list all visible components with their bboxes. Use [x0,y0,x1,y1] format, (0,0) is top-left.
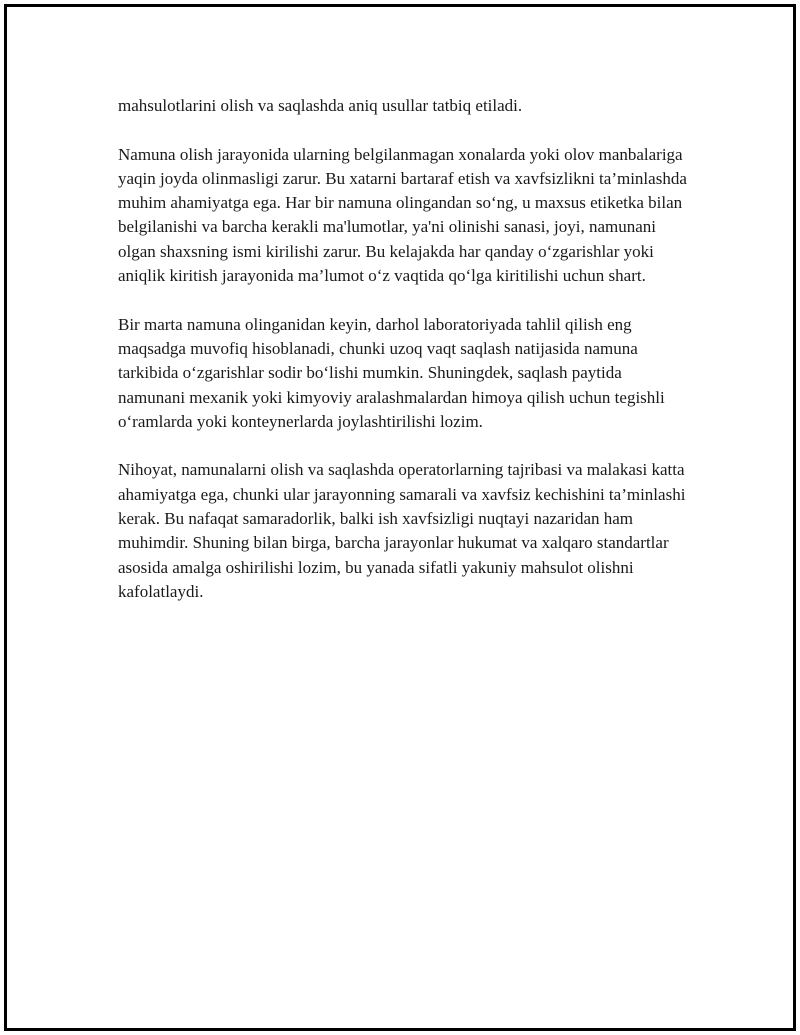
paragraph-3: Bir marta namuna olinganidan keyin, darhol laboratoriyada tahlil qilish eng maqsadga muvofiq hisoblanadi, chunki uzoq vaqt saqlash natijasida namuna tarkibida o‘zgarishlar sodir bo‘lishi mumkin. Shuningdek, saqlash paytida namunani mexanik yoki kimyoviy aralashmalardan himoya qilish uchun tegishli o‘ramlarda yoki konteynerlarda joylashtirilishi lozim. [118,314,665,431]
document-body [118,94,688,629]
paragraph-1: mahsulotlarini olish va saqlashda aniq usullar tatbiq etiladi. [118,96,523,115]
paragraph-2: Namuna olish jarayonida ularning belgilanmagan xonalarda yoki olov manbalariga yaqin joyda olinmasligi zarur. Bu xatarni bartaraf etish va xavfsizlikni ta’minlashda muhim ahamiyatga ega. Har bir namuna olingandan so‘ng, u maxsus etiketka bilan belgilanishi va barcha kerakli ma'lumotlar, ya'ni olinishi sanasi, joyi, namunani olgan shaxsning ismi kirilishi zarur. Bu kelajakda har qanday o‘zgarishlar yoki aniqlik kiritish jarayonida ma’lumot o‘z vaqtida qo‘lga kiritilishi uchun shart. [118,144,687,286]
paragraph-4: Nihoyat, namunalarni olish va saqlashda operatorlarning tajribasi va malakasi katta ahamiyatga ega, chunki ular jarayonning samarali va xavfsiz kechishini ta’minlashi kerak. Bu nafaqat samaradorlik, balki ish xavfsizligi nuqtayi nazaridan ham muhimdir. Shuning bilan birga, barcha jarayonlar hukumat va xalqaro standartlar asosida amalga oshirilishi lozim, bu yanada sifatli yakuniy mahsulot olishni kafolatlaydi. [118,460,686,601]
